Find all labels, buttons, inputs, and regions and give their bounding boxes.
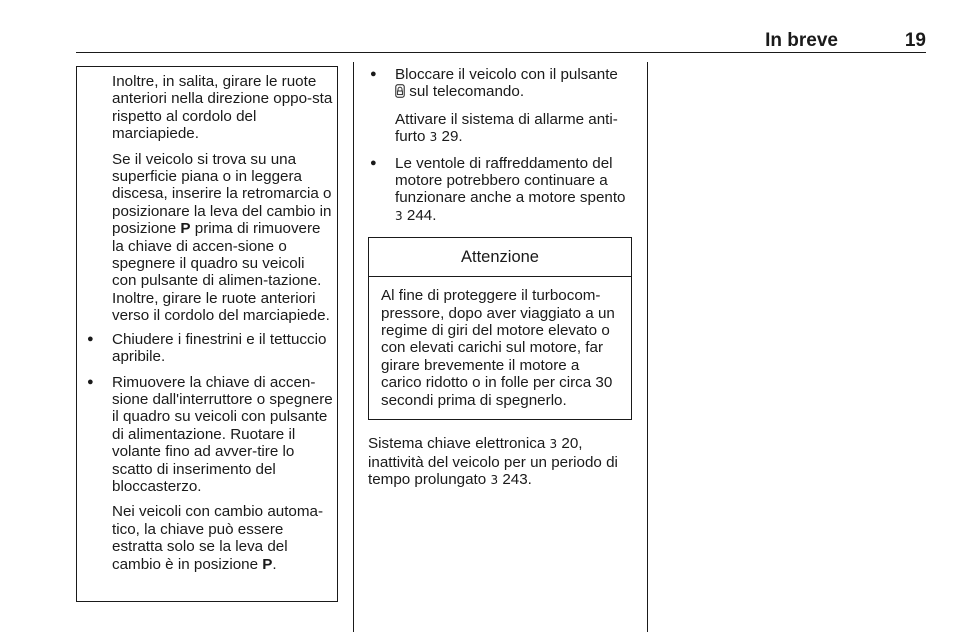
page-ref[interactable]: 244. — [406, 206, 437, 224]
lock-key-icon — [395, 84, 405, 102]
paragraph-antitheft: Attivare il sistema di allarme anti-furto 3 29. — [395, 110, 618, 146]
paragraph-related-topics: Sistema chiave elettronica 3 20, inattività del veicolo per un periodo di tempo prolungato 3 243. — [368, 435, 618, 488]
right-column — [368, 66, 632, 489]
page-ref[interactable]: 29. — [441, 128, 463, 146]
gear-p-label: P — [180, 220, 191, 238]
bullet-cooling-fans: ● Le ventole di raffreddamento del motore potrebbero continuare a funzionare anche a motore spento 3 244. — [368, 155, 632, 226]
page-number: 19 — [904, 30, 926, 51]
bullet-close-windows: ● Chiudere i finestrini e il tettuccio apribile. — [85, 331, 333, 366]
warning-box — [368, 237, 632, 420]
page-ref[interactable]: 20, — [561, 435, 583, 453]
paragraph-uphill: Inoltre, in salita, girare le ruote anteriori nella direzione oppo-sta rispetto al cordolo del marciapiede. — [112, 73, 333, 143]
column-divider — [647, 62, 648, 632]
left-column — [76, 66, 338, 602]
section-title: In breve — [765, 30, 838, 51]
page-ref-arrow-icon: 3 — [395, 208, 403, 223]
column-divider — [353, 62, 354, 632]
header-rule — [76, 52, 926, 53]
paragraph-automatic: Nei veicoli con cambio automa-tico, la chiave può essere estratta solo se la leva del cambio è in posizione P. — [112, 503, 324, 573]
page-ref-arrow-icon: 3 — [429, 130, 438, 145]
warning-text: Al fine di proteggere il turbocom-pressore, dopo aver viaggiato a un regime di giri del motore elevato o con elevati carichi sul motore, far girare brevemente il motore a carico ridotto o in folle per circa 30 secondi prima di spegnerlo. — [381, 287, 615, 409]
paragraph-flat-downhill: Se il veicolo si trova su una superficie piana o in leggera discesa, inserire la retromarcia o posizionare la leva del cambio in posizione P prima di rimuovere la chiave di accen-sione o spegnere il quadro su veicoli con pulsante di alimen-tazione. Inoltre, girare le ruote anteriori verso il cordolo del marciapiede. — [112, 150, 332, 325]
page-ref-arrow-icon: 3 — [490, 472, 499, 487]
warning-title: Attenzione — [369, 238, 631, 277]
gear-p-label: P — [262, 555, 273, 573]
page-ref-arrow-icon: 3 — [549, 437, 558, 452]
page-ref[interactable]: 243. — [502, 470, 532, 488]
bullet-remove-key: ● Rimuovere la chiave di accen-sione dall'interruttore o spegnere il quadro su veicoli con pulsante di alimentazione. Ruotare il volante fino ad avver-tire lo scatto di inserimento del bloccasterzo. — [85, 374, 333, 496]
bullet-lock-vehicle: ● Bloccare il veicolo con il pulsante sul telecomando. — [368, 66, 632, 103]
parking-instructions-box — [76, 66, 338, 602]
